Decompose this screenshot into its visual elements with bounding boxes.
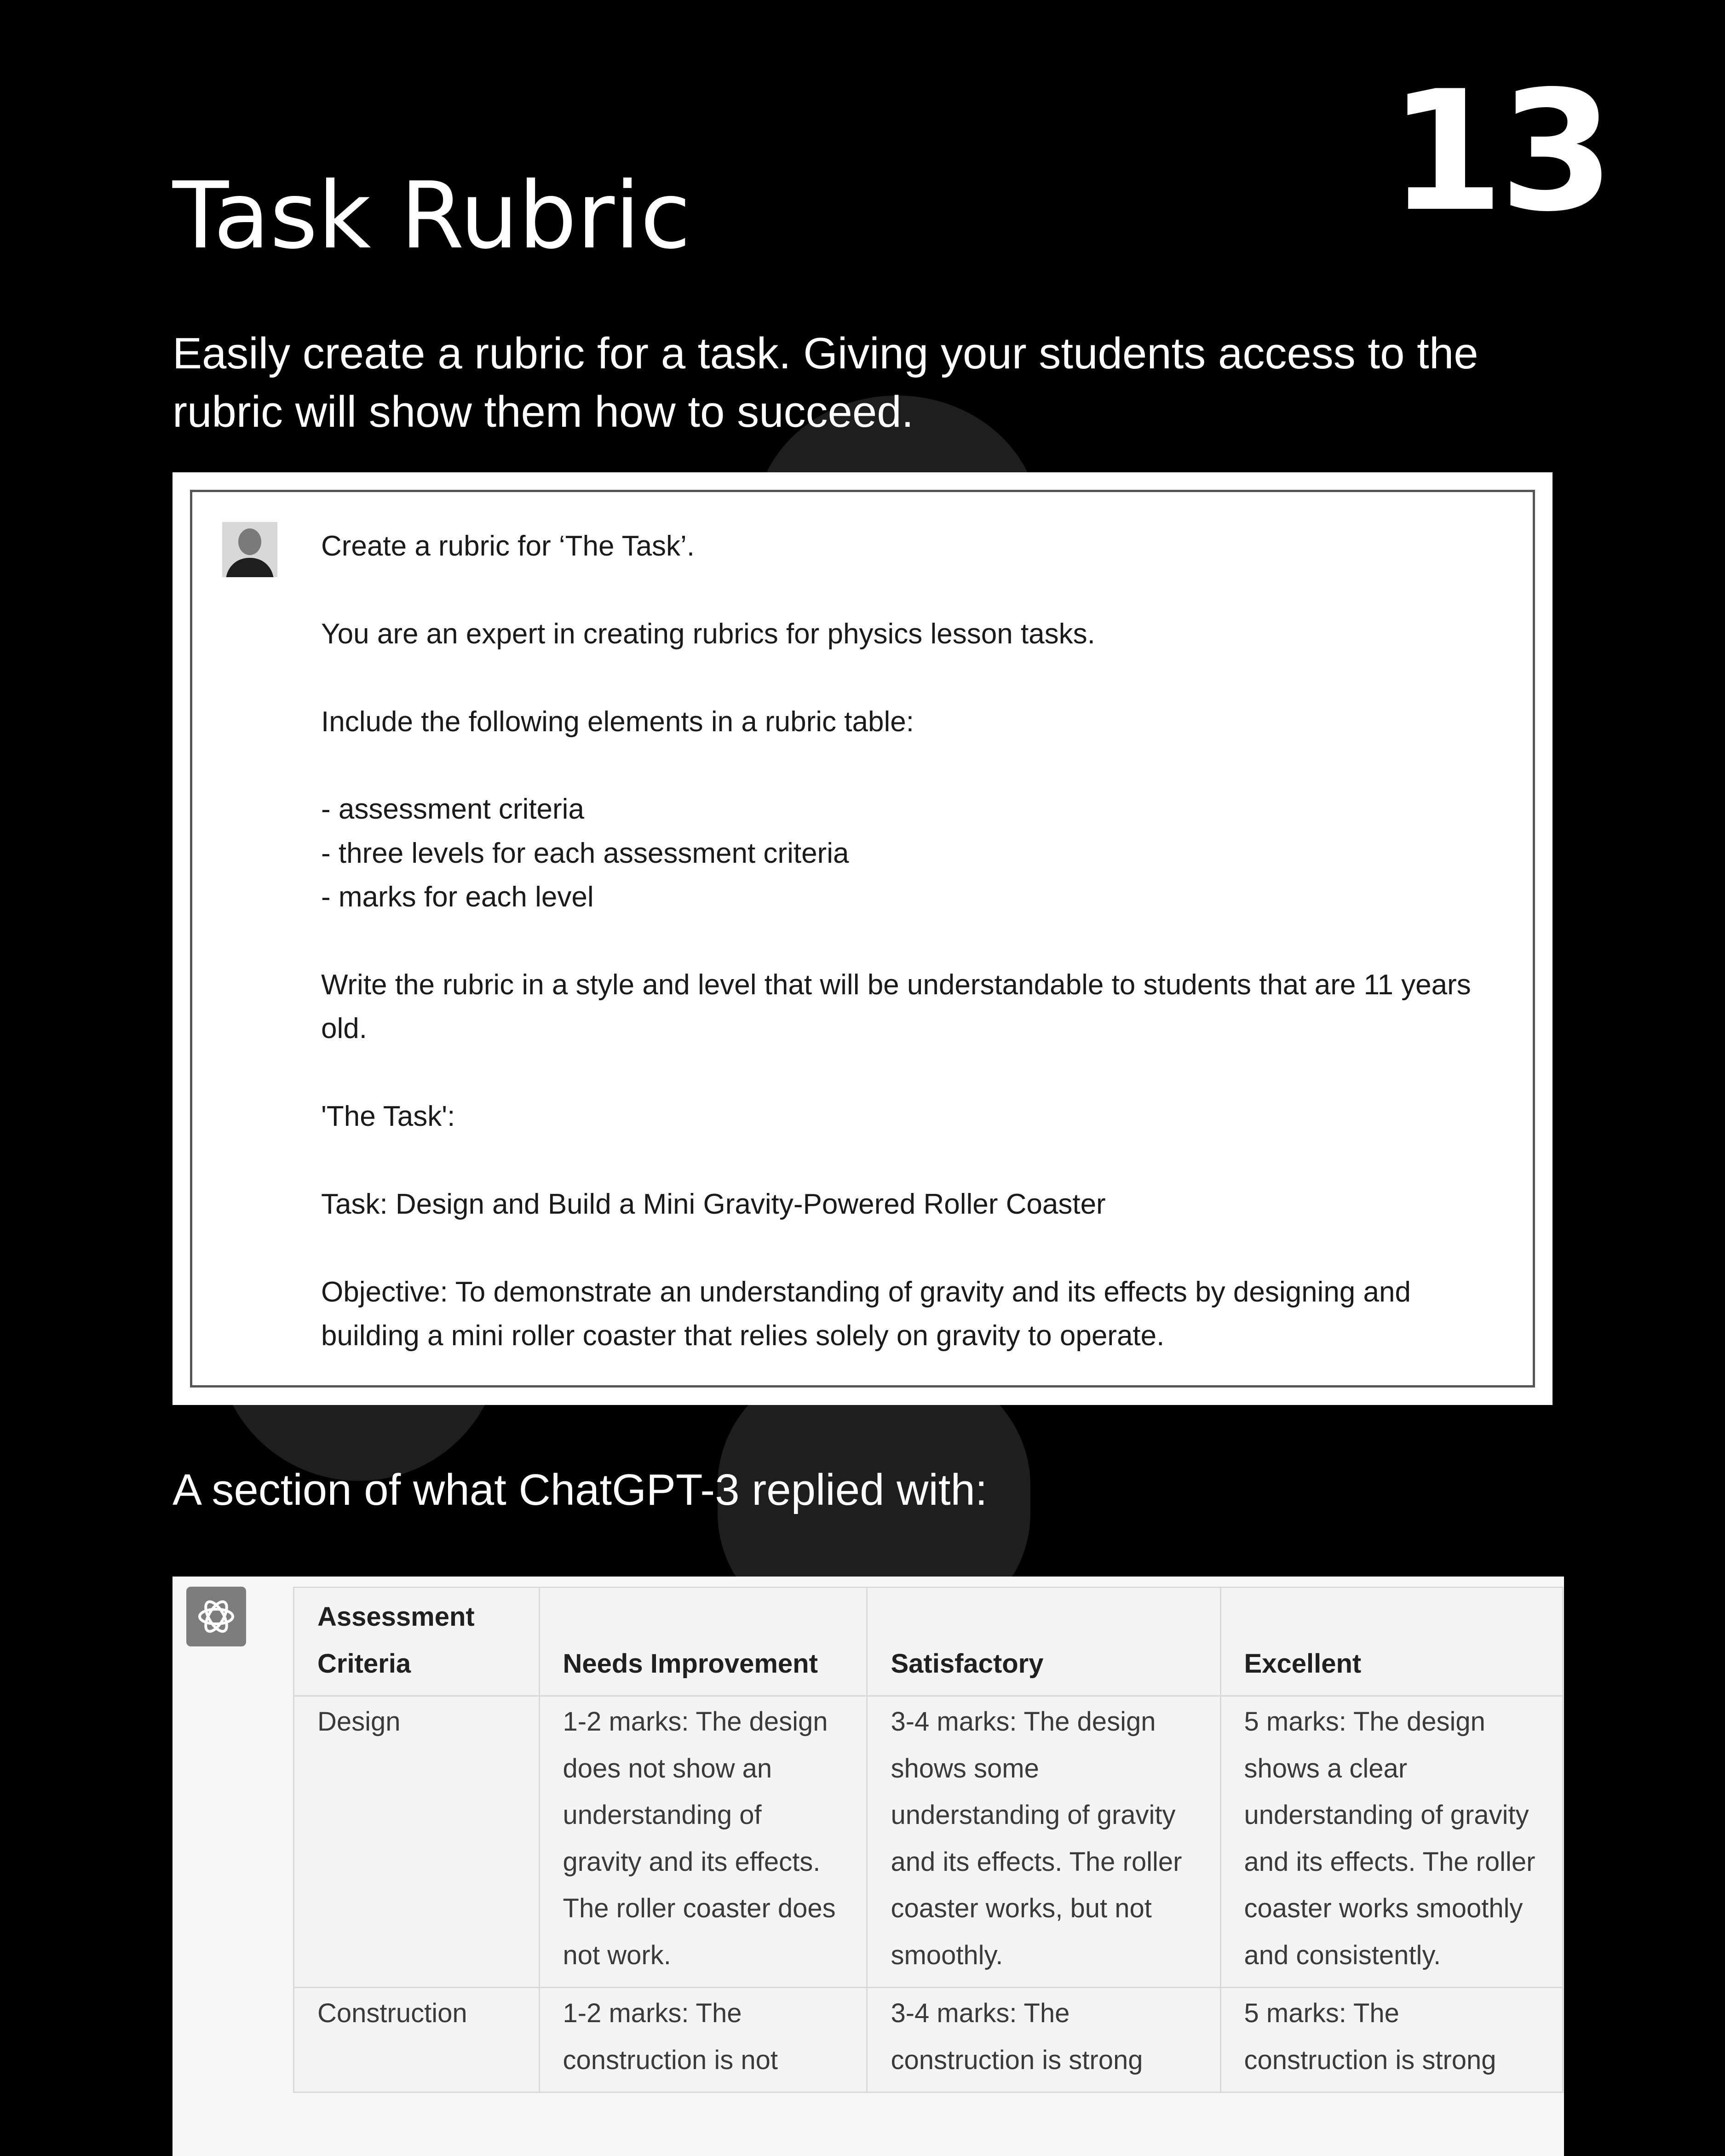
prompt-line-objective: Objective: To demonstrate an understanding of gravity and its effects by designing and building a mini roller coaster that relies solely on gravity to operate. xyxy=(321,1276,1411,1352)
prompt-line-style: Write the rubric in a style and level that will be understandable to students that are 11 years old. xyxy=(321,969,1471,1045)
prompt-frame xyxy=(190,490,1535,1388)
table-row xyxy=(294,1988,1563,2093)
prompt-line-task-label: 'The Task': xyxy=(321,1101,455,1133)
cell-criteria: Construction xyxy=(294,1988,540,2093)
cell-criteria: Design xyxy=(294,1696,540,1988)
prompt-screenshot xyxy=(172,472,1552,1405)
cell-excellent: 5 marks: The design shows a clear understanding of gravity and its effects. The roller coaster works smoothly and consistently. xyxy=(1220,1696,1563,1988)
cell-excellent: 5 marks: The construction is strong xyxy=(1220,1988,1563,2093)
chatgpt-logo-icon xyxy=(186,1587,246,1646)
header-satisfactory: Satisfactory xyxy=(867,1588,1220,1696)
prompt-line-include: Include the following elements in a rubric table: xyxy=(321,705,914,738)
reply-screenshot xyxy=(172,1577,1564,2156)
prompt-bullet: - marks for each level xyxy=(321,881,594,913)
page-title: Task Rubric xyxy=(172,162,691,270)
prompt-bullet: - assessment criteria xyxy=(321,793,584,826)
cell-needs-improvement: 1-2 marks: The construction is not xyxy=(539,1988,867,2093)
prompt-message xyxy=(321,524,1499,1358)
reply-caption: A section of what ChatGPT-3 replied with: xyxy=(172,1465,988,1514)
prompt-line-task: Task: Design and Build a Mini Gravity-Powered Roller Coaster xyxy=(321,1188,1106,1220)
rubric-table xyxy=(293,1587,1564,2093)
header-needs-improvement: Needs Improvement xyxy=(539,1588,867,1696)
intro-text: Easily create a rubric for a task. Giving your students access to the rubric will show them how to succeed. xyxy=(172,329,1478,436)
cell-satisfactory: 3-4 marks: The construction is strong xyxy=(867,1988,1220,2093)
table-row xyxy=(294,1696,1563,1988)
cell-satisfactory: 3-4 marks: The design shows some understanding of gravity and its effects. The roller coaster works, but not smoothly. xyxy=(867,1696,1220,1988)
header-excellent: Excellent xyxy=(1220,1588,1563,1696)
prompt-bullet: - three levels for each assessment criteria xyxy=(321,837,849,869)
user-avatar-icon xyxy=(222,522,277,577)
prompt-line-title: Create a rubric for ‘The Task’. xyxy=(321,530,695,562)
cell-needs-improvement: 1-2 marks: The design does not show an understanding of gravity and its effects. The roller coaster does not work. xyxy=(539,1696,867,1988)
header-criteria: Assessment Criteria xyxy=(294,1588,540,1696)
table-header-row xyxy=(294,1588,1563,1696)
page-number: 13 xyxy=(1389,55,1610,248)
prompt-line-role: You are an expert in creating rubrics for physics lesson tasks. xyxy=(321,618,1095,650)
